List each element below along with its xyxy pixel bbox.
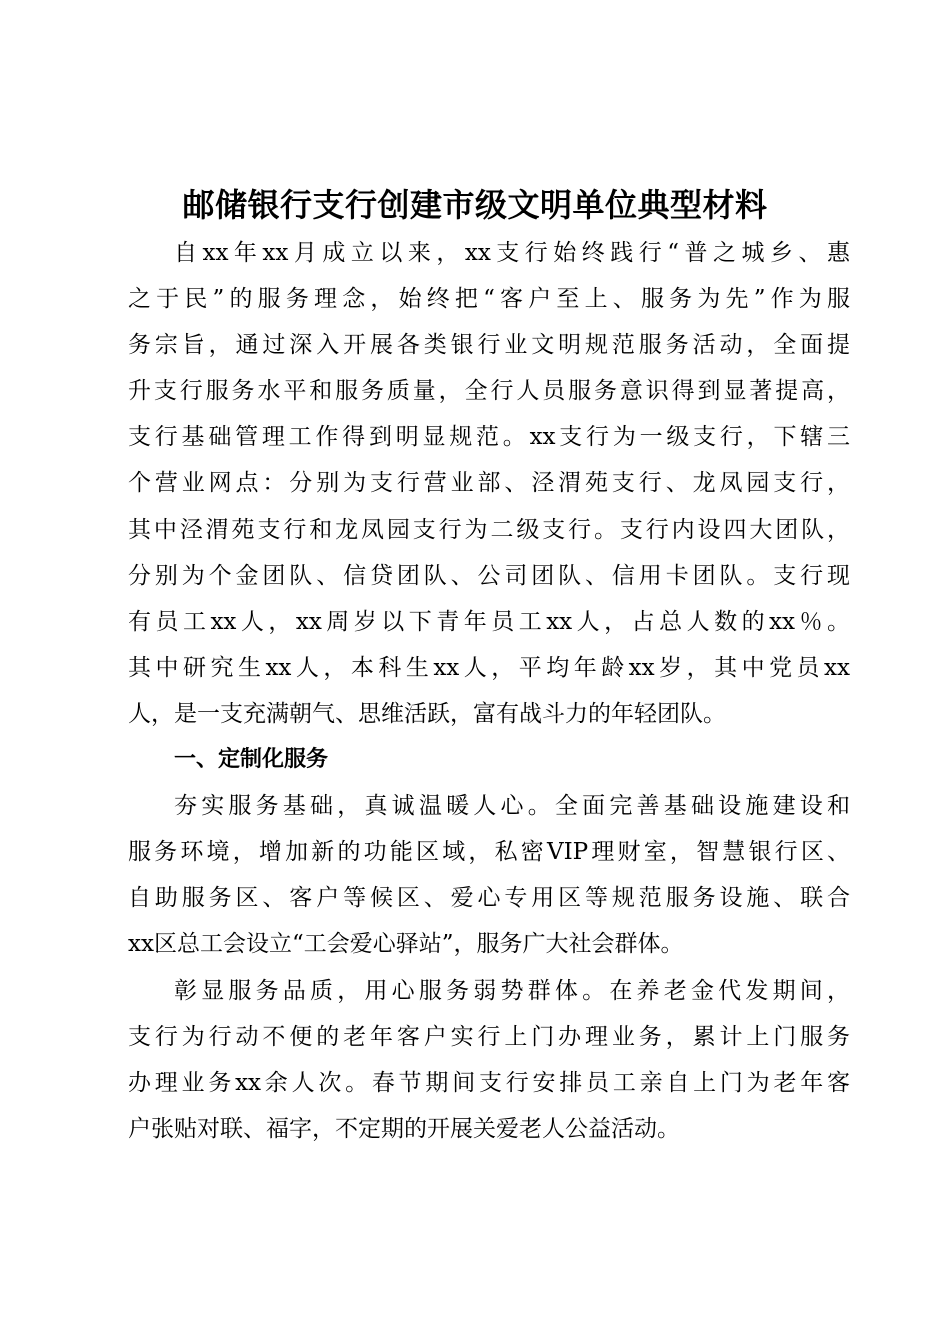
text-line: xx区总工会设立“工会爱心驿站”，服务广大社会群体。: [128, 931, 684, 958]
text-line: 分别为个金团队、信贷团队、公司团队、信用卡团队。支行现: [128, 562, 850, 589]
text-line: 办理业务xx余人次。春节期间支行安排员工亲自上门为老年客: [128, 1069, 850, 1096]
text-line: 务宗旨，通过深入开展各类银行业文明规范服务活动，全面提: [128, 332, 850, 359]
text-line: 夯实服务基础，真诚温暖人心。全面完善基础设施建设和: [174, 793, 850, 820]
text-line: 支行为行动不便的老年客户实行上门办理业务，累计上门服务: [128, 1023, 850, 1050]
document-title: 邮储银行支行创建市级文明单位典型材料: [182, 186, 768, 224]
text-line: 之于民”的服务理念，始终把“客户至上、服务为先”作为服: [128, 286, 850, 313]
section-heading: [128, 737, 850, 783]
text-line: 户张贴对联、福字，不定期的开展关爱老人公益活动。: [128, 1115, 680, 1142]
text-line: 升支行服务水平和服务质量，全行人员服务意识得到显著提高，: [128, 378, 850, 405]
paragraph: [128, 968, 850, 1152]
text-line: 其中研究生xx人，本科生xx人，平均年龄xx岁，其中党员xx: [128, 654, 850, 681]
paragraph: [128, 230, 850, 737]
text-line: 服务环境，增加新的功能区域，私密VIP理财室，智慧银行区、: [128, 839, 850, 866]
text-line: 彰显服务品质，用心服务弱势群体。在养老金代发期间，: [174, 977, 850, 1004]
text-line: 个营业网点：分别为支行营业部、泾渭苑支行、龙凤园支行，: [128, 470, 850, 497]
text-line: 有员工xx人，xx周岁以下青年员工xx人，占总人数的xx％。: [128, 608, 850, 635]
text-line: 其中泾渭苑支行和龙凤园支行为二级支行。支行内设四大团队，: [128, 516, 850, 543]
document-body: [128, 230, 850, 1152]
text-line: 自助服务区、客户等候区、爱心专用区等规范服务设施、联合: [128, 885, 850, 912]
text-line: 自xx年xx月成立以来，xx支行始终践行“普之城乡、惠: [174, 240, 850, 266]
text-line: 支行基础管理工作得到明显规范。xx支行为一级支行，下辖三: [128, 424, 850, 451]
paragraph: [128, 783, 850, 967]
text-line: 一、定制化服务: [174, 747, 329, 773]
text-line: 人，是一支充满朝气、思维活跃，富有战斗力的年轻团队。: [128, 700, 726, 727]
